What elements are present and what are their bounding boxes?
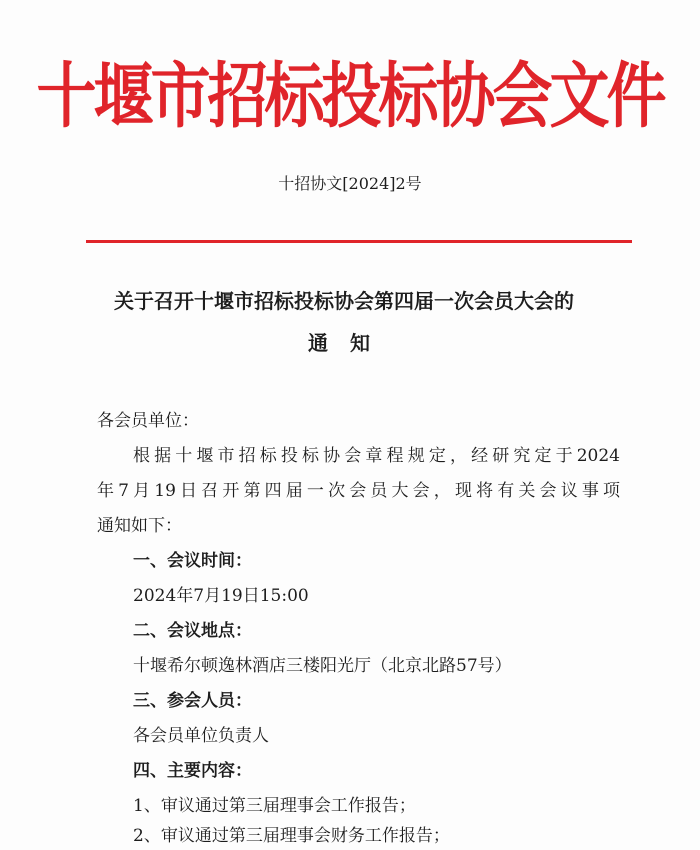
salutation: 各会员单位： — [97, 411, 199, 431]
section-heading-attendees: 三、参会人员： — [133, 691, 252, 711]
notice-title-line2: 通知 — [308, 331, 392, 355]
section-heading-time: 一、会议时间： — [133, 551, 252, 571]
agenda-item-1: 1、审议通过第三届理事会工作报告； — [133, 796, 416, 816]
agenda-item-2: 2、审议通过第三届理事会财务工作报告； — [133, 826, 450, 846]
intro-line-2: 年7月19日召开第四届一次会员大会，现将有关会议事项 — [97, 481, 620, 501]
section-content-location: 十堰希尔顿逸林酒店三楼阳光厅（北京北路57号） — [133, 656, 512, 676]
notice-title-line1: 关于召开十堰市招标投标协会第四届一次会员大会的 — [114, 289, 574, 313]
section-content-attendees: 各会员单位负责人 — [133, 726, 269, 746]
intro-line-3: 通知如下： — [97, 516, 182, 536]
org-header-title: 十堰市招标投标协会文件 — [36, 55, 664, 139]
red-header-divider — [86, 240, 632, 243]
section-heading-location: 二、会议地点： — [133, 621, 252, 641]
document-number: 十招协文[2024]2号 — [278, 174, 422, 193]
section-heading-content: 四、主要内容： — [133, 761, 252, 781]
section-content-time: 2024年7月19日15:00 — [133, 586, 309, 606]
intro-line-1: 根据十堰市招标投标协会章程规定，经研究定于2024 — [133, 446, 620, 466]
